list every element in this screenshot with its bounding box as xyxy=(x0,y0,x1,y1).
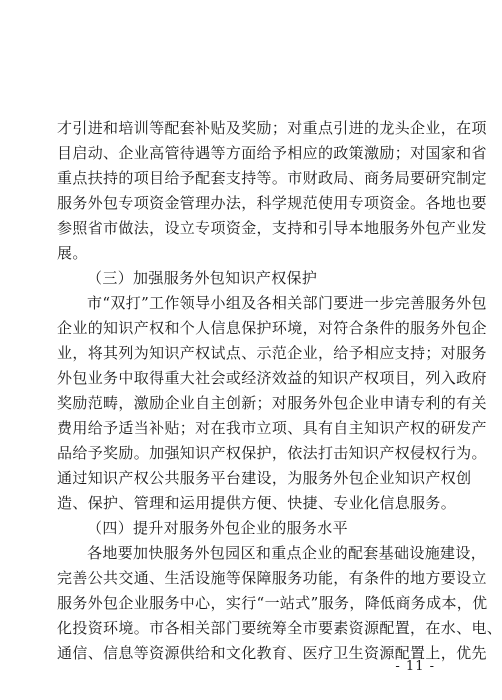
text-line: 企业的知识产权和个人信息保护环境，对符合条件的服务外包企 xyxy=(57,319,487,337)
text-line: 重点扶持的项目给予配套支持等。市财政局、商务局要研究制定 xyxy=(57,169,487,187)
text-line: 才引进和培训等配套补贴及奖励；对重点引进的龙头企业，在项 xyxy=(57,119,487,137)
text-line: 服务外包企业服务中心，实行“一站式”服务，降低商务成本，优 xyxy=(57,594,488,612)
text-line: 费用给予适当补贴；对在我市立项、具有自主知识产权的研发产 xyxy=(57,419,487,437)
text-line: 完善公共交通、生活设施等保障服务功能，有条件的地方要设立 xyxy=(57,569,487,587)
text-line: 外包业务中取得重大社会或经济效益的知识产权项目，列入政府 xyxy=(57,369,487,387)
text-line: 奖励范畴，激励企业自主创新；对服务外包企业申请专利的有关 xyxy=(57,394,487,412)
text-line: 市“双打”工作领导小组及各相关部门要进一步完善服务外包 xyxy=(87,294,487,312)
text-line: 服务外包专项资金管理办法，科学规范使用专项资金。各地也要 xyxy=(57,194,487,212)
section-heading-3: （三）加强服务外包知识产权保护 xyxy=(87,269,318,287)
text-line: 目启动、企业高管待遇等方面给予相应的政策激励；对国家和省 xyxy=(57,144,487,162)
text-line: 各地要加快服务外包园区和重点企业的配套基础设施建设， xyxy=(87,544,487,562)
body-text xyxy=(57,116,502,666)
text-line: 业，将其列为知识产权试点、示范企业，给予相应支持；对服务 xyxy=(57,344,487,362)
text-line: 化投资环境。市各相关部门要统筹全市要素资源配置，在水、电、 xyxy=(57,619,502,637)
text-line: 通过知识产权公共服务平台建设，为服务外包企业知识产权创 xyxy=(57,469,472,487)
text-line: 通信、信息等资源供给和文化教育、医疗卫生资源配置上，优先 xyxy=(57,644,487,662)
text-line: 参照省市做法，设立专项资金，支持和引导本地服务外包产业发 xyxy=(57,219,487,237)
page-number: - 11 - xyxy=(395,659,435,674)
section-heading-4: （四）提升对服务外包企业的服务水平 xyxy=(87,519,348,537)
text-line: 造、保护、管理和运用提供方便、快捷、专业化信息服务。 xyxy=(57,494,457,512)
text-line: 品给予奖励。加强知识产权保护，依法打击知识产权侵权行为。 xyxy=(57,444,487,462)
text-line: 展。 xyxy=(57,244,88,262)
